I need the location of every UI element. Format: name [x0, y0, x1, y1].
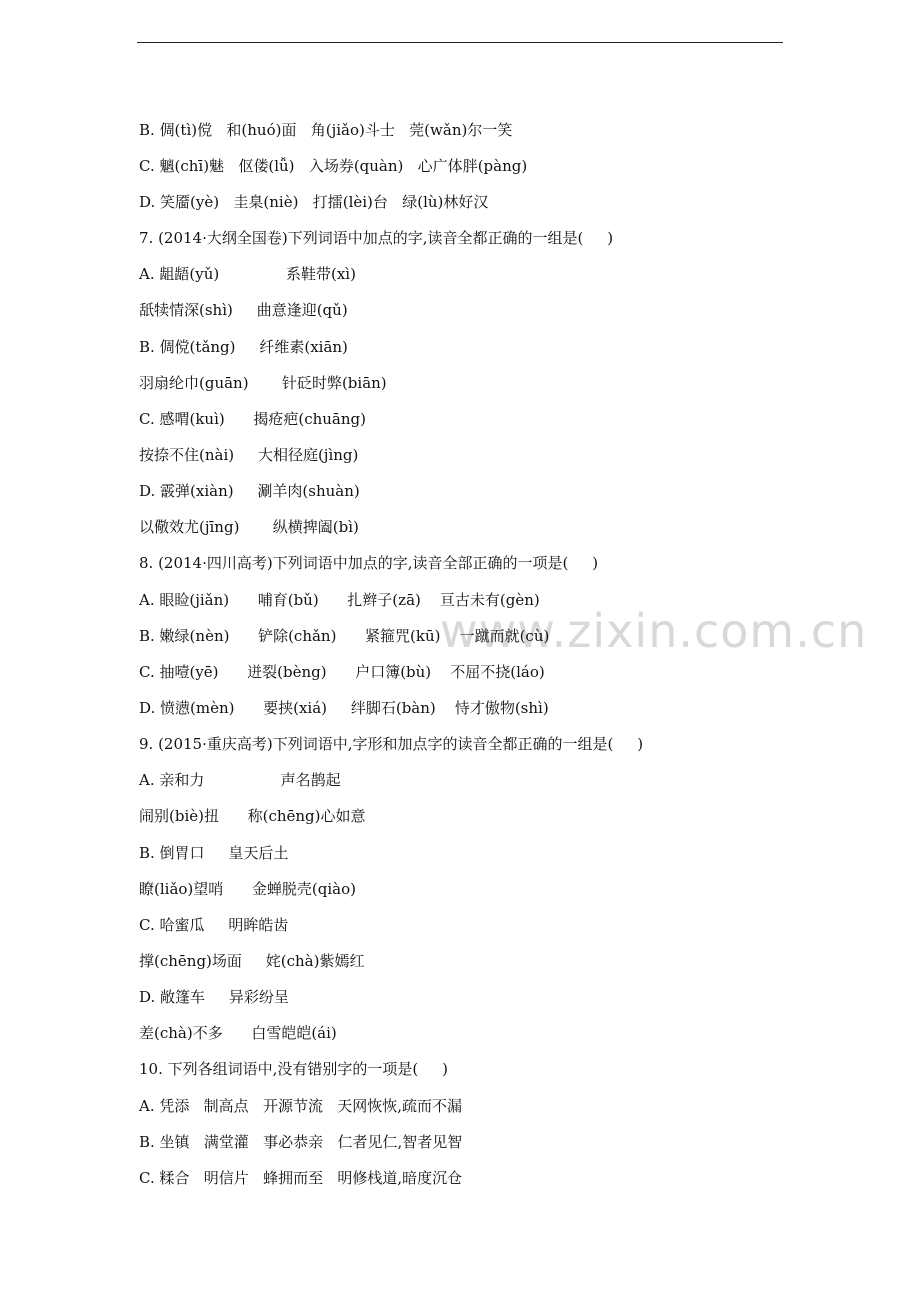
option-line: 以儆效尤(jīng) 纵横捭阖(bì): [139, 518, 359, 536]
option-line: 闹别(biè)扭 称(chēng)心如意: [139, 807, 366, 825]
option-line: A. 凭添 制高点 开源节流 天网恢恢,疏而不漏: [139, 1097, 463, 1115]
option-line: C. 糅合 明信片 蜂拥而至 明修栈道,暗度沉仓: [139, 1169, 463, 1187]
option-line: C. 魑(chī)魅 伛偻(lǚ) 入场券(quàn) 心广体胖(pàng): [139, 157, 528, 175]
option-line: 瞭(liǎo)望哨 金蝉脱壳(qiào): [139, 880, 356, 898]
option-line: A. 龃龉(yǔ) 系鞋带(xì): [139, 265, 356, 283]
option-line: 按捺不住(nài) 大相径庭(jìng): [139, 446, 359, 464]
question-line: 10. 下列各组词语中,没有错别字的一项是( ): [139, 1060, 448, 1078]
option-line: B. 倒胃口 皇天后土: [139, 844, 289, 862]
option-line: 舐犊情深(shì) 曲意逢迎(qǔ): [139, 301, 348, 319]
option-line: A. 亲和力 声名鹊起: [139, 771, 341, 789]
option-line: B. 倜傥(tǎng) 纤维素(xiān): [139, 338, 348, 356]
option-line: D. 笑靥(yè) 圭臬(niè) 打擂(lèi)台 绿(lù)林好汉: [139, 193, 489, 211]
option-line: A. 眼睑(jiǎn) 哺育(bǔ) 扎辫子(zā) 亘古未有(gèn): [139, 591, 540, 609]
option-line: C. 感喟(kuì) 揭疮疤(chuāng): [139, 410, 366, 428]
option-line: B. 坐镇 满堂灌 事必恭亲 仁者见仁,智者见智: [139, 1133, 463, 1151]
question-line: 8. (2014·四川高考)下列词语中加点的字,读音全部正确的一项是( ): [139, 554, 599, 572]
option-line: 羽扇纶巾(guān) 针砭时弊(biān): [139, 374, 387, 392]
watermark: www.zixin.com.cn: [440, 604, 868, 658]
header-rule: [137, 42, 783, 43]
option-line: 差(chà)不多 白雪皑皑(ái): [139, 1024, 337, 1042]
question-line: 7. (2014·大纲全国卷)下列词语中加点的字,读音全都正确的一组是( ): [139, 229, 614, 247]
option-line: C. 哈蜜瓜 明眸皓齿: [139, 916, 289, 934]
question-line: 9. (2015·重庆高考)下列词语中,字形和加点字的读音全都正确的一组是( ): [139, 735, 644, 753]
option-line: B. 嫩绿(nèn) 铲除(chǎn) 紧箍咒(kū) 一蹴而就(cù): [139, 627, 550, 645]
option-line: 撑(chēng)场面 姹(chà)紫嫣红: [139, 952, 365, 970]
option-line: B. 倜(tì)傥 和(huó)面 角(jiǎo)斗士 莞(wǎn)尔一笑: [139, 121, 513, 139]
option-line: D. 霰弹(xiàn) 涮羊肉(shuàn): [139, 482, 360, 500]
option-line: D. 愤懑(mèn) 要挟(xiá) 绊脚石(bàn) 恃才傲物(shì): [139, 699, 549, 717]
option-line: C. 抽噎(yē) 迸裂(bèng) 户口簿(bù) 不屈不挠(láo): [139, 663, 545, 681]
option-line: D. 敞篷车 异彩纷呈: [139, 988, 289, 1006]
